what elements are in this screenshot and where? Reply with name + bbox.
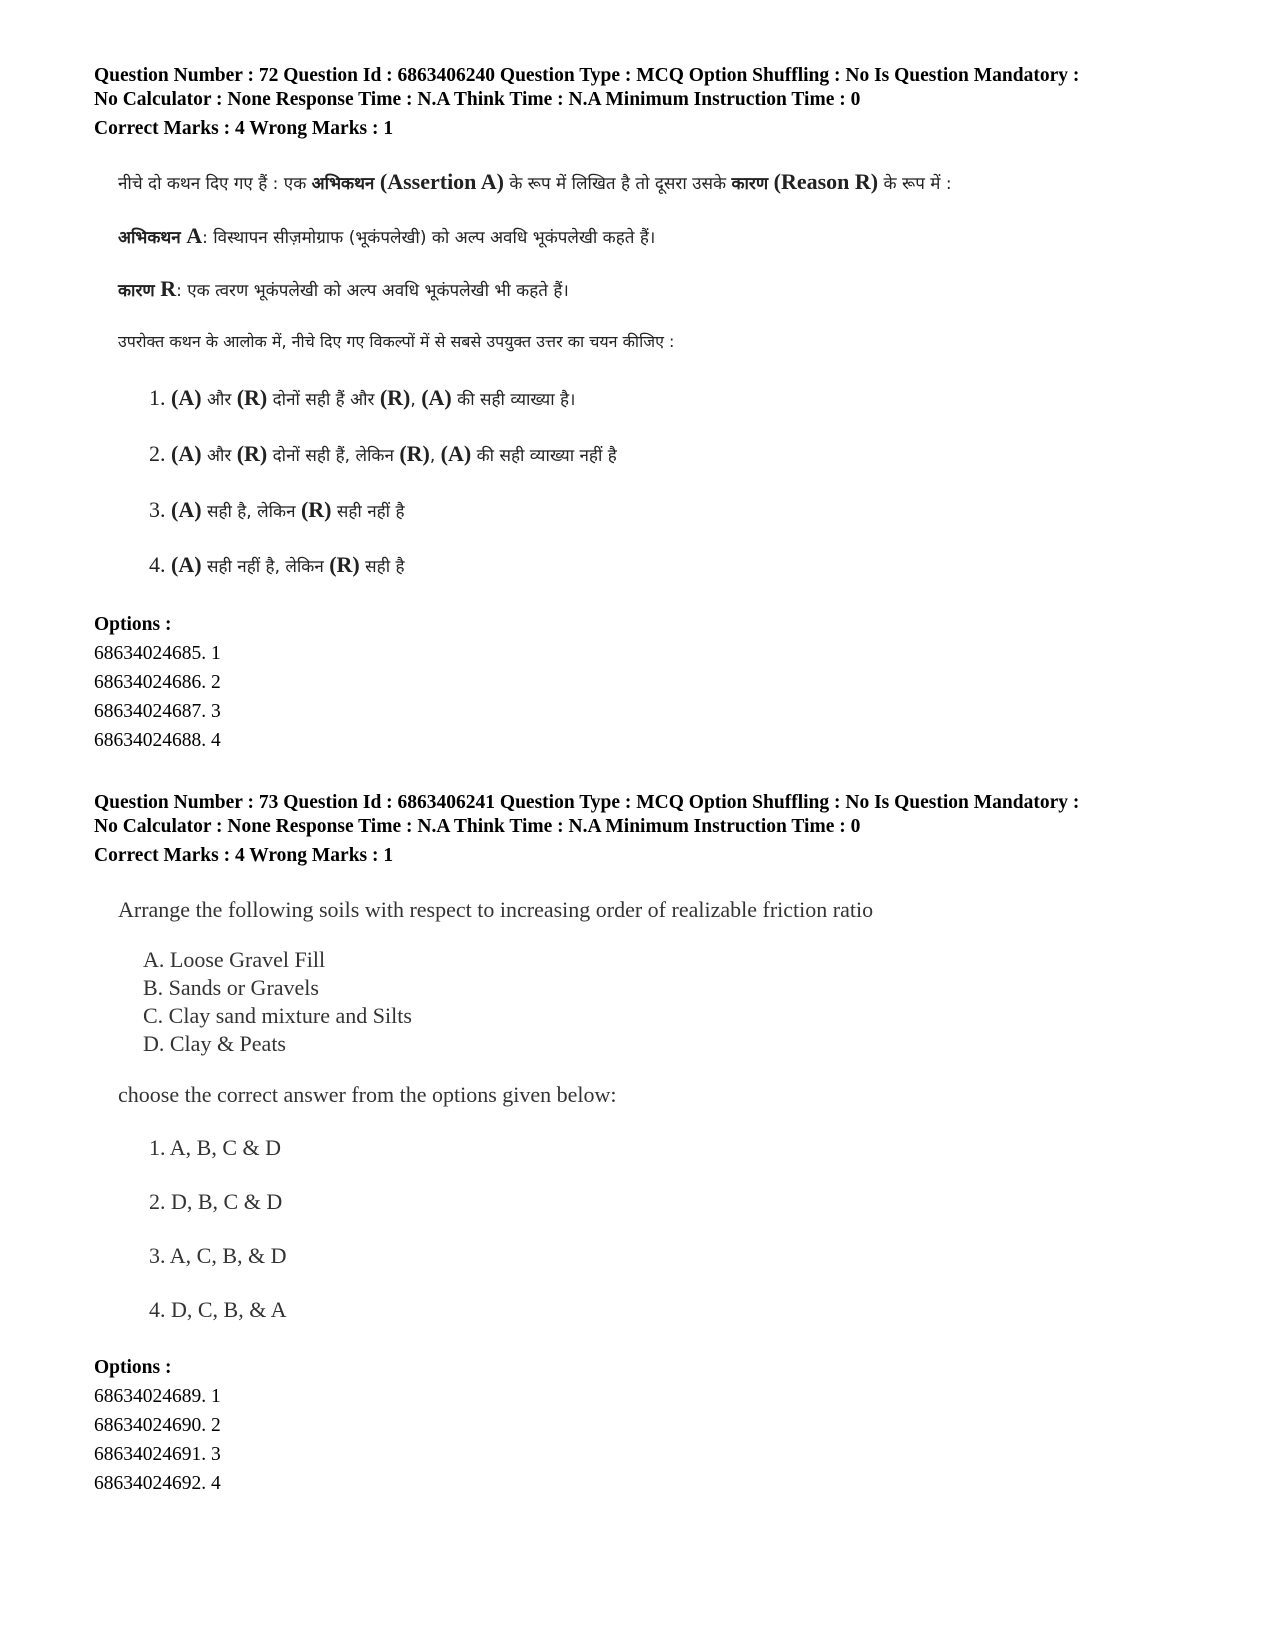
choice-r: (R): [399, 441, 430, 466]
options-list-72: [94, 610, 221, 755]
assertion-label-en: A: [180, 223, 203, 248]
choice-text: और: [201, 446, 237, 466]
choice-a: (A): [440, 441, 472, 466]
soil-item: A. Loose Gravel Fill: [143, 947, 326, 972]
choice-r: (R): [300, 497, 332, 522]
option-item: 68634024688. 4: [94, 730, 221, 751]
option-item: 68634024690. 2: [94, 1415, 221, 1436]
choice-a: (A): [171, 441, 202, 466]
question-header-72: [94, 64, 1079, 141]
choice-r: (R): [379, 385, 411, 410]
choice-2: [149, 1188, 282, 1216]
choice-number: 2.: [149, 441, 171, 466]
option-item: 68634024687. 3: [94, 701, 221, 722]
choice-2: [149, 442, 617, 468]
choice-3: [149, 1242, 287, 1270]
soil-item: B. Sands or Gravels: [143, 975, 319, 1000]
options-title: Options :: [94, 614, 172, 635]
reason-label-en: R: [154, 276, 177, 301]
option-item: 68634024692. 4: [94, 1473, 221, 1494]
choice-r: (R): [236, 441, 268, 466]
intro-assertion-en: (Assertion A): [374, 169, 504, 194]
reason-text: : एक त्वरण भूकंपलेखी को अल्प अवधि भूकंपलेखी भी कहते हैं।: [176, 281, 569, 301]
option-item: 68634024685. 1: [94, 643, 221, 664]
choice-text: सही है, लेकिन: [201, 502, 301, 522]
choice-text: 1. A, B, C & D: [149, 1135, 282, 1160]
choice-3: [149, 498, 405, 524]
choice-text: 4. D, C, B, & A: [149, 1297, 287, 1322]
choice-a: (A): [171, 497, 202, 522]
header-line-2: No Calculator : None Response Time : N.A Think Time : N.A Minimum Instruction Time : 0: [94, 89, 861, 110]
option-item: 68634024689. 1: [94, 1386, 221, 1407]
choice-text: दोनों सही हैं, लेकिन: [267, 446, 400, 466]
soil-item: D. Clay & Peats: [143, 1031, 286, 1056]
intro-text-post: के रूप में :: [878, 174, 952, 194]
choice-1: [149, 1134, 281, 1162]
choice-text: ,: [429, 446, 441, 466]
choice-text: की सही व्याख्या है।: [451, 390, 576, 410]
choice-text: दोनों सही हैं और: [267, 390, 380, 410]
header-line-2: No Calculator : None Response Time : N.A Think Time : N.A Minimum Instruction Time : 0: [94, 816, 861, 837]
option-item: 68634024686. 2: [94, 672, 221, 693]
marks-line: Correct Marks : 4 Wrong Marks : 1: [94, 845, 394, 866]
choice-text: 2. D, B, C & D: [149, 1189, 283, 1214]
options-list-73: [94, 1353, 221, 1498]
choice-a: (A): [421, 385, 452, 410]
assertion-text: : विस्थापन सीज़मोग्राफ (भूकंपलेखी) को अल्प अवधि भूकंपलेखी कहते हैं।: [202, 228, 656, 248]
intro-text-mid: के रूप में लिखित है तो दूसरा उसके: [503, 174, 732, 194]
instruction-text: उपरोक्त कथन के आलोक में, नीचे दिए गए विकल्पों में से सबसे उपयुक्त उत्तर का चयन कीजिए :: [118, 332, 675, 351]
assertion-reason-intro: [118, 170, 952, 196]
header-line-1: Question Number : 72 Question Id : 6863406240 Question Type : MCQ Option Shuffling : No Is Question Mandatory :: [94, 65, 1080, 86]
reason-statement: [118, 277, 569, 303]
intro-reason-en: (Reason R): [768, 169, 879, 194]
choice-text: सही नहीं है, लेकिन: [201, 557, 330, 577]
choice-text: सही नहीं है: [331, 502, 405, 522]
soil-item: C. Clay sand mixture and Silts: [143, 1003, 412, 1028]
header-line-1: Question Number : 73 Question Id : 6863406241 Question Type : MCQ Option Shuffling : No Is Question Mandatory :: [94, 792, 1080, 813]
intro-text: नीचे दो कथन दिए गए हैं : एक: [118, 174, 312, 194]
choice-text: सही है: [359, 557, 405, 577]
choice-number: 1.: [149, 385, 171, 410]
question-stem-73: [118, 896, 873, 924]
choice-text: 3. A, C, B, & D: [149, 1243, 287, 1268]
choice-4: [149, 553, 405, 579]
soil-items: [143, 946, 412, 1058]
choice-text: की सही व्याख्या नहीं है: [471, 446, 617, 466]
reason-label: कारण: [118, 281, 155, 301]
choice-4: [149, 1296, 287, 1324]
choice-a: (A): [171, 385, 202, 410]
choice-r: (R): [236, 385, 268, 410]
instruction-72: [118, 330, 674, 354]
choice-a: (A): [171, 552, 202, 577]
choice-r: (R): [329, 552, 360, 577]
intro-bold-reason: कारण: [731, 174, 769, 194]
choice-number: 3.: [149, 497, 171, 522]
marks-line: Correct Marks : 4 Wrong Marks : 1: [94, 118, 394, 139]
intro-bold-assertion: अभिकथन: [311, 174, 375, 194]
question-header-73: [94, 791, 1079, 868]
assertion-label: अभिकथन: [118, 228, 181, 248]
instruction-text: choose the correct answer from the options given below:: [118, 1082, 617, 1107]
options-title: Options :: [94, 1357, 172, 1378]
assertion-statement: [118, 224, 655, 250]
choice-1: [149, 386, 576, 412]
question-body-72: [118, 170, 952, 196]
choice-text: और: [201, 390, 237, 410]
choice-text: ,: [410, 390, 422, 410]
instruction-73: [118, 1081, 617, 1109]
option-item: 68634024691. 3: [94, 1444, 221, 1465]
choice-number: 4.: [149, 552, 171, 577]
stem-text: Arrange the following soils with respect to increasing order of realizable friction ratio: [118, 897, 874, 922]
